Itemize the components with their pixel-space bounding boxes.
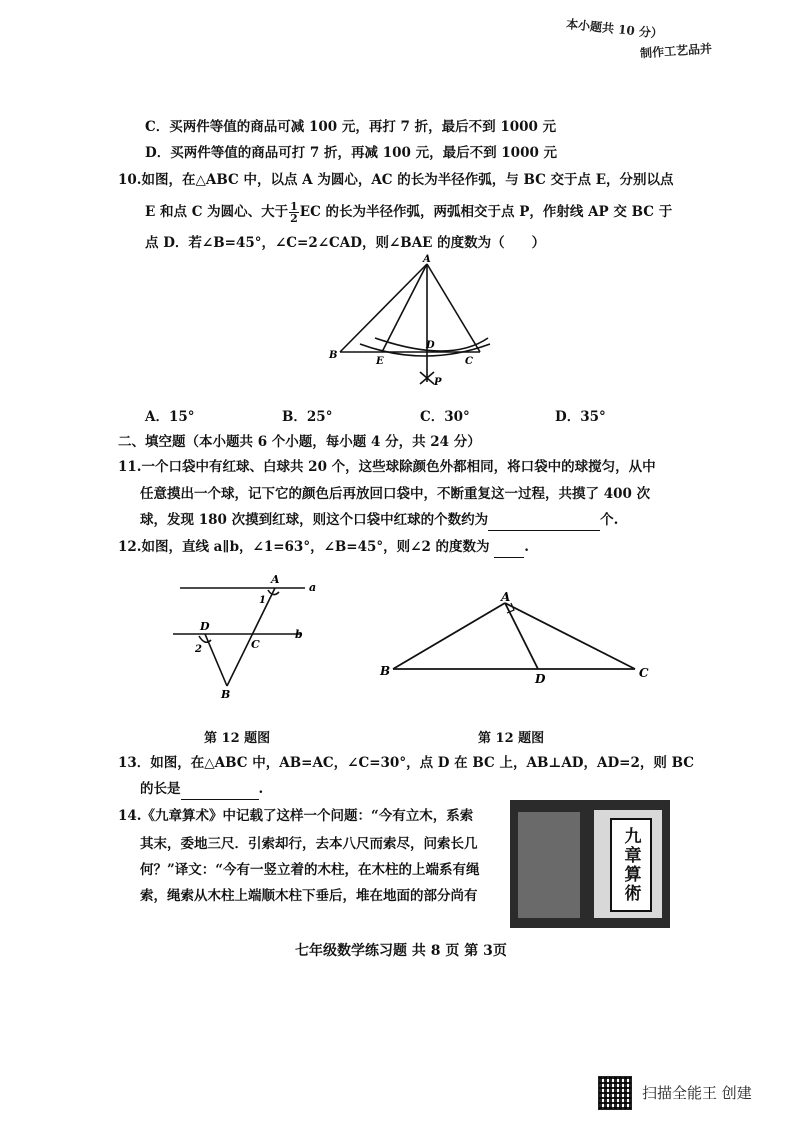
q11-answer-blank xyxy=(488,510,600,531)
label-a: A xyxy=(501,590,511,604)
label-line-b: b xyxy=(295,628,303,641)
q13-answer-blank xyxy=(181,779,259,800)
frac-num: 1 xyxy=(290,200,298,213)
q11-line-3b: 个. xyxy=(600,512,619,528)
section-2-title: 二、填空题（本小题共 6 个小题，每小题 4 分，共 24 分） xyxy=(118,434,481,450)
label-angle-1: 1 xyxy=(259,595,266,606)
q10-line-2b: EC 的长为半径作弧，两弧相交于点 P，作射线 AP 交 BC 于 xyxy=(299,204,673,220)
segment-ab xyxy=(227,588,275,686)
label-angle-2: 2 xyxy=(195,644,202,655)
qr-code-icon xyxy=(598,1076,632,1110)
q12-right-figure xyxy=(375,585,660,685)
label-e: E xyxy=(376,356,384,367)
label-b: B xyxy=(221,688,231,701)
label-line-a: a xyxy=(309,581,317,594)
book-title-label xyxy=(610,818,652,912)
q14-line-3: 何？”译文：“今有一竖立着的木柱，在木柱的上端系有绳 xyxy=(140,862,480,878)
q12-left-figure xyxy=(165,568,325,703)
label-c: C xyxy=(639,666,649,680)
segment-ad xyxy=(505,603,538,669)
q12-caption-right: 第 12 题图 xyxy=(478,731,545,746)
torn-header-text: 本小题共 10 分） xyxy=(565,16,664,42)
label-a: A xyxy=(271,573,280,586)
frac-den: 2 xyxy=(290,212,298,225)
label-b: B xyxy=(380,664,391,678)
segment-ab xyxy=(340,264,427,352)
page-footer: 七年级数学练习题 共 8 页 第 3页 xyxy=(295,943,507,959)
label-d: D xyxy=(535,672,546,685)
q11-line-1: 11.一个口袋中有红球、白球共 20 个，这些球除颜色外都相同，将口袋中的球搅匀，从中 xyxy=(118,459,656,475)
label-b: B xyxy=(329,350,338,361)
q13-line-1: 13．如图，在△ABC 中，AB=AC，∠C=30°，点 D 在 BC 上，AB⊥AD，AD=2，则 BC xyxy=(118,755,694,771)
q13-line-2 xyxy=(140,779,263,800)
fraction-one-half xyxy=(289,201,299,224)
q10-option-a: A．15° xyxy=(145,409,195,425)
q10-line-2 xyxy=(145,199,672,225)
segment-ba xyxy=(393,603,505,669)
segment-ac xyxy=(505,603,635,669)
book-title: 九章算術 xyxy=(620,827,641,903)
jiuzhang-suanshu-photo xyxy=(510,800,670,928)
q9-option-c: C．买两件等值的商品可减 100 元，再打 7 折，最后不到 1000 元 xyxy=(145,119,557,135)
q12-caption-left: 第 12 题图 xyxy=(204,731,271,746)
q14-line-1: 14.《九章算术》中记载了这样一个问题：“今有立木，系索 xyxy=(118,808,474,824)
label-d: D xyxy=(426,340,435,351)
q12-answer-blank xyxy=(494,537,524,558)
q10-option-d: D．35° xyxy=(555,409,606,425)
q12-text-b: . xyxy=(524,539,529,555)
q10-option-b: B．25° xyxy=(282,409,333,425)
q14-line-2: 其末，委地三尺．引索却行，去本八尺而索尽，问索长几 xyxy=(140,836,478,852)
q9-option-d: D．买两件等值的商品可打 7 折，再减 100 元，最后不到 1000 元 xyxy=(145,145,558,161)
q11-line-2: 任意摸出一个球，记下它的颜色后再放回口袋中，不断重复这一过程，共摸了 400 次 xyxy=(140,486,651,502)
angle-2-arc xyxy=(199,636,211,642)
q12-text-a: 12.如图，直线 a∥b，∠1=63°，∠B=45°，则∠2 的度数为 xyxy=(118,539,490,555)
torn-header-text-2: 制作工艺品并 xyxy=(639,41,713,61)
q10-line-2a: E 和点 C 为圆心、大于 xyxy=(145,204,289,220)
q14-line-4: 索，绳索从木柱上端顺木柱下垂后，堆在地面的部分尚有 xyxy=(140,888,478,904)
label-c: C xyxy=(465,356,473,367)
q11-line-3 xyxy=(140,510,618,531)
q10-option-c: C．30° xyxy=(420,409,470,425)
scanner-watermark: 扫描全能王 创建 xyxy=(642,1084,752,1102)
label-c: C xyxy=(251,638,260,651)
segment-ac xyxy=(427,264,480,352)
q13-line-2b: . xyxy=(258,781,264,797)
q13-line-2a: 的长是 xyxy=(140,781,181,797)
q10-line-1: 10.如图，在△ABC 中，以点 A 为圆心，AC 的长为半径作弧，与 BC 交于点 E，分别以点 xyxy=(118,172,674,188)
q12-text xyxy=(118,537,529,558)
book-block xyxy=(518,812,580,918)
label-d: D xyxy=(200,620,210,633)
q10-line-3: 点 D．若∠B=45°，∠C=2∠CAD，则∠BAE 的度数为（ ） xyxy=(145,235,546,251)
label-a: A xyxy=(423,254,431,265)
q11-line-3a: 球，发现 180 次摸到红球，则这个口袋中红球的个数约为 xyxy=(140,512,489,528)
segment-ae xyxy=(382,264,427,352)
label-p: P xyxy=(434,377,442,388)
q10-figure xyxy=(320,252,510,392)
